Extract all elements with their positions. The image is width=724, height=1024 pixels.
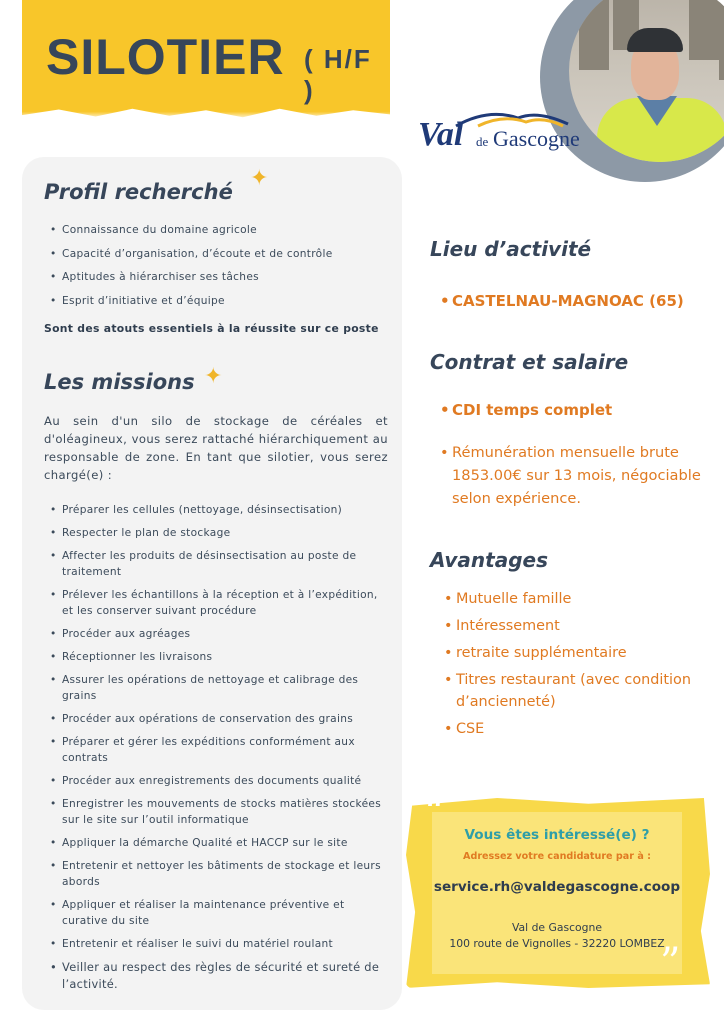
list-item: • Procéder aux agréages: [44, 626, 390, 642]
list-item: • Mutuelle famille: [444, 588, 704, 610]
list-item: • retraite supplémentaire: [444, 642, 704, 664]
missions-list: [44, 502, 390, 993]
contrat-salary: [440, 441, 702, 510]
contact-subtitle: Adressez votre candidature par à :: [463, 851, 651, 862]
contrat-type-text: CDI temps complet: [452, 401, 613, 419]
list-item: • Enregistrer les mouvements de stocks matières stockées sur le site sur l’outil informatique: [44, 796, 390, 828]
list-item: • Appliquer la démarche Qualité et HACCP sur le site: [44, 835, 390, 851]
list-item: • Capacité d’organisation, d’écoute et de contrôle: [44, 246, 394, 262]
lieu-value: [440, 292, 710, 310]
profil-list: [44, 222, 394, 316]
list-item: • CSE: [444, 718, 704, 740]
missions-title: Les missions: [44, 370, 195, 394]
logo-de: de: [476, 134, 489, 149]
contrat-type: [440, 401, 710, 419]
list-item: • Esprit d’initiative et d’équipe: [44, 293, 394, 309]
list-item: • Préparer et gérer les expéditions conformément aux contrats: [44, 734, 390, 766]
list-item: • Prélever les échantillons à la réception et à l’expédition, et les conserver suivant procédure: [44, 587, 390, 619]
list-item: • Entretenir et nettoyer les bâtiments de stockage et leurs abords: [44, 858, 390, 890]
list-item: • Intéressement: [444, 615, 704, 637]
contact-org: Val de Gascogne: [511, 921, 602, 934]
logo-gascogne: Gascogne: [493, 126, 580, 151]
list-item: • Titres restaurant (avec condition d’ancienneté): [444, 669, 704, 713]
list-item: • Assurer les opérations de nettoyage et calibrage des grains: [44, 672, 390, 704]
contact-title: Vous êtes intéressé(e) ?: [464, 827, 650, 843]
sparkle-icon: ✦: [250, 166, 269, 191]
open-quote-icon: “: [424, 790, 445, 836]
contrat-salary-text: Rémunération mensuelle brute 1853.00€ sur 13 mois, négociable selon expérience.: [452, 444, 701, 507]
bullet-icon: •: [440, 401, 450, 419]
lieu-title: Lieu d’activité: [430, 237, 592, 261]
list-item: • Réceptionner les livraisons: [44, 649, 390, 665]
bullet-icon: •: [440, 444, 449, 461]
list-item: • Respecter le plan de stockage: [44, 525, 390, 541]
list-item: • Entretenir et réaliser le suivi du matériel roulant: [44, 936, 390, 952]
missions-intro: Au sein d'un silo de stockage de céréales et d'oléagineux, vous serez rattaché hiérarchiquement au responsable de zone. En tant que silotier, vous serez chargé(e) :: [44, 414, 388, 482]
logo-val: Val: [418, 116, 464, 153]
title-banner: [22, 0, 390, 106]
avantages-list: [444, 588, 704, 745]
company-logo: [418, 104, 588, 160]
avantages-title: Avantages: [430, 548, 548, 572]
job-title-gender: ( H/F ): [304, 44, 372, 105]
list-item: • Connaissance du domaine agricole: [44, 222, 394, 238]
list-item: • Appliquer et réaliser la maintenance préventive et curative du site: [44, 897, 390, 929]
contrat-title: Contrat et salaire: [430, 350, 629, 374]
close-quote-icon: ”: [660, 940, 681, 986]
list-item: • Procéder aux opérations de conservation des grains: [44, 711, 390, 727]
bullet-icon: •: [440, 292, 450, 310]
profil-note: Sont des atouts essentiels à la réussite sur ce poste: [44, 322, 379, 335]
list-item: • Préparer les cellules (nettoyage, désinsectisation): [44, 502, 390, 518]
sparkle-icon: ✦: [204, 364, 223, 389]
list-item: • Veiller au respect des règles de sécurité et sureté de l’activité.: [44, 959, 390, 993]
lieu-value-text: CASTELNAU-MAGNOAC (65): [452, 292, 684, 310]
list-item: • Affecter les produits de désinsectisation au poste de traitement: [44, 548, 390, 580]
profil-title: Profil recherché: [44, 180, 233, 204]
list-item: • Procéder aux enregistrements des documents qualité: [44, 773, 390, 789]
list-item: • Aptitudes à hiérarchiser ses tâches: [44, 269, 394, 285]
contact-address: 100 route de Vignolles - 32220 LOMBEZ: [449, 937, 665, 950]
job-title: SILOTIER: [46, 29, 285, 85]
contact-email-link[interactable]: service.rh@valdegascogne.coop: [433, 879, 681, 895]
